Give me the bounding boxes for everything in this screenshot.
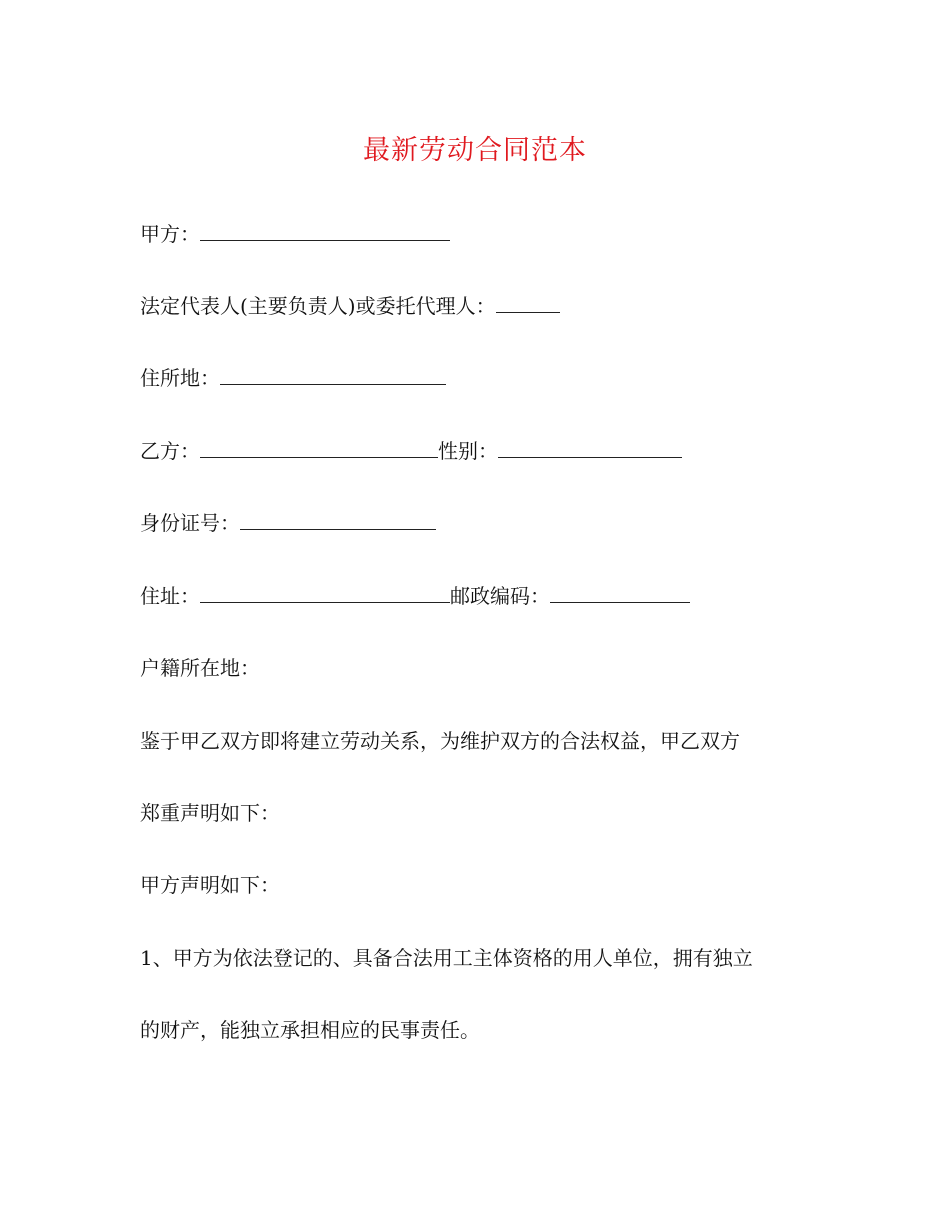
address-blank <box>200 586 450 603</box>
residence-blank <box>220 368 446 385</box>
party-a-label: 甲方： <box>140 222 200 246</box>
id-number-label: 身份证号： <box>140 511 240 535</box>
party-a-blank <box>200 224 450 241</box>
clause-1-line-1: 1、甲方为依法登记的、具备合法用工主体资格的用人单位，拥有独立 <box>140 946 753 970</box>
clause-1-line-2: 的财产，能独立承担相应的民事责任。 <box>140 1018 480 1042</box>
residence-label: 住所地： <box>140 366 220 390</box>
address-label: 住址： <box>140 584 200 608</box>
party-b-line <box>140 437 682 465</box>
document-title: 最新劳动合同范本 <box>363 135 587 166</box>
gender-blank <box>498 441 682 458</box>
legal-rep-blank <box>496 296 560 313</box>
postcode-label: 邮政编码： <box>450 584 550 608</box>
address-line <box>140 582 690 610</box>
household-label: 户籍所在地： <box>140 656 260 680</box>
gender-label: 性别： <box>438 439 498 463</box>
id-number-blank <box>240 513 436 530</box>
id-number-line <box>140 509 436 537</box>
party-b-label: 乙方： <box>140 439 200 463</box>
party-a-line <box>140 220 450 248</box>
party-a-statement-heading: 甲方声明如下： <box>140 873 280 897</box>
party-b-blank <box>200 441 438 458</box>
legal-rep-label: 法定代表人(主要负责人)或委托代理人： <box>140 294 496 318</box>
intro-line-1: 鉴于甲乙双方即将建立劳动关系，为维护双方的合法权益，甲乙双方 <box>140 729 740 753</box>
legal-rep-line <box>140 292 560 320</box>
postcode-blank <box>550 586 690 603</box>
intro-line-2: 郑重声明如下： <box>140 801 280 825</box>
residence-line <box>140 364 446 392</box>
household-line <box>140 654 260 682</box>
